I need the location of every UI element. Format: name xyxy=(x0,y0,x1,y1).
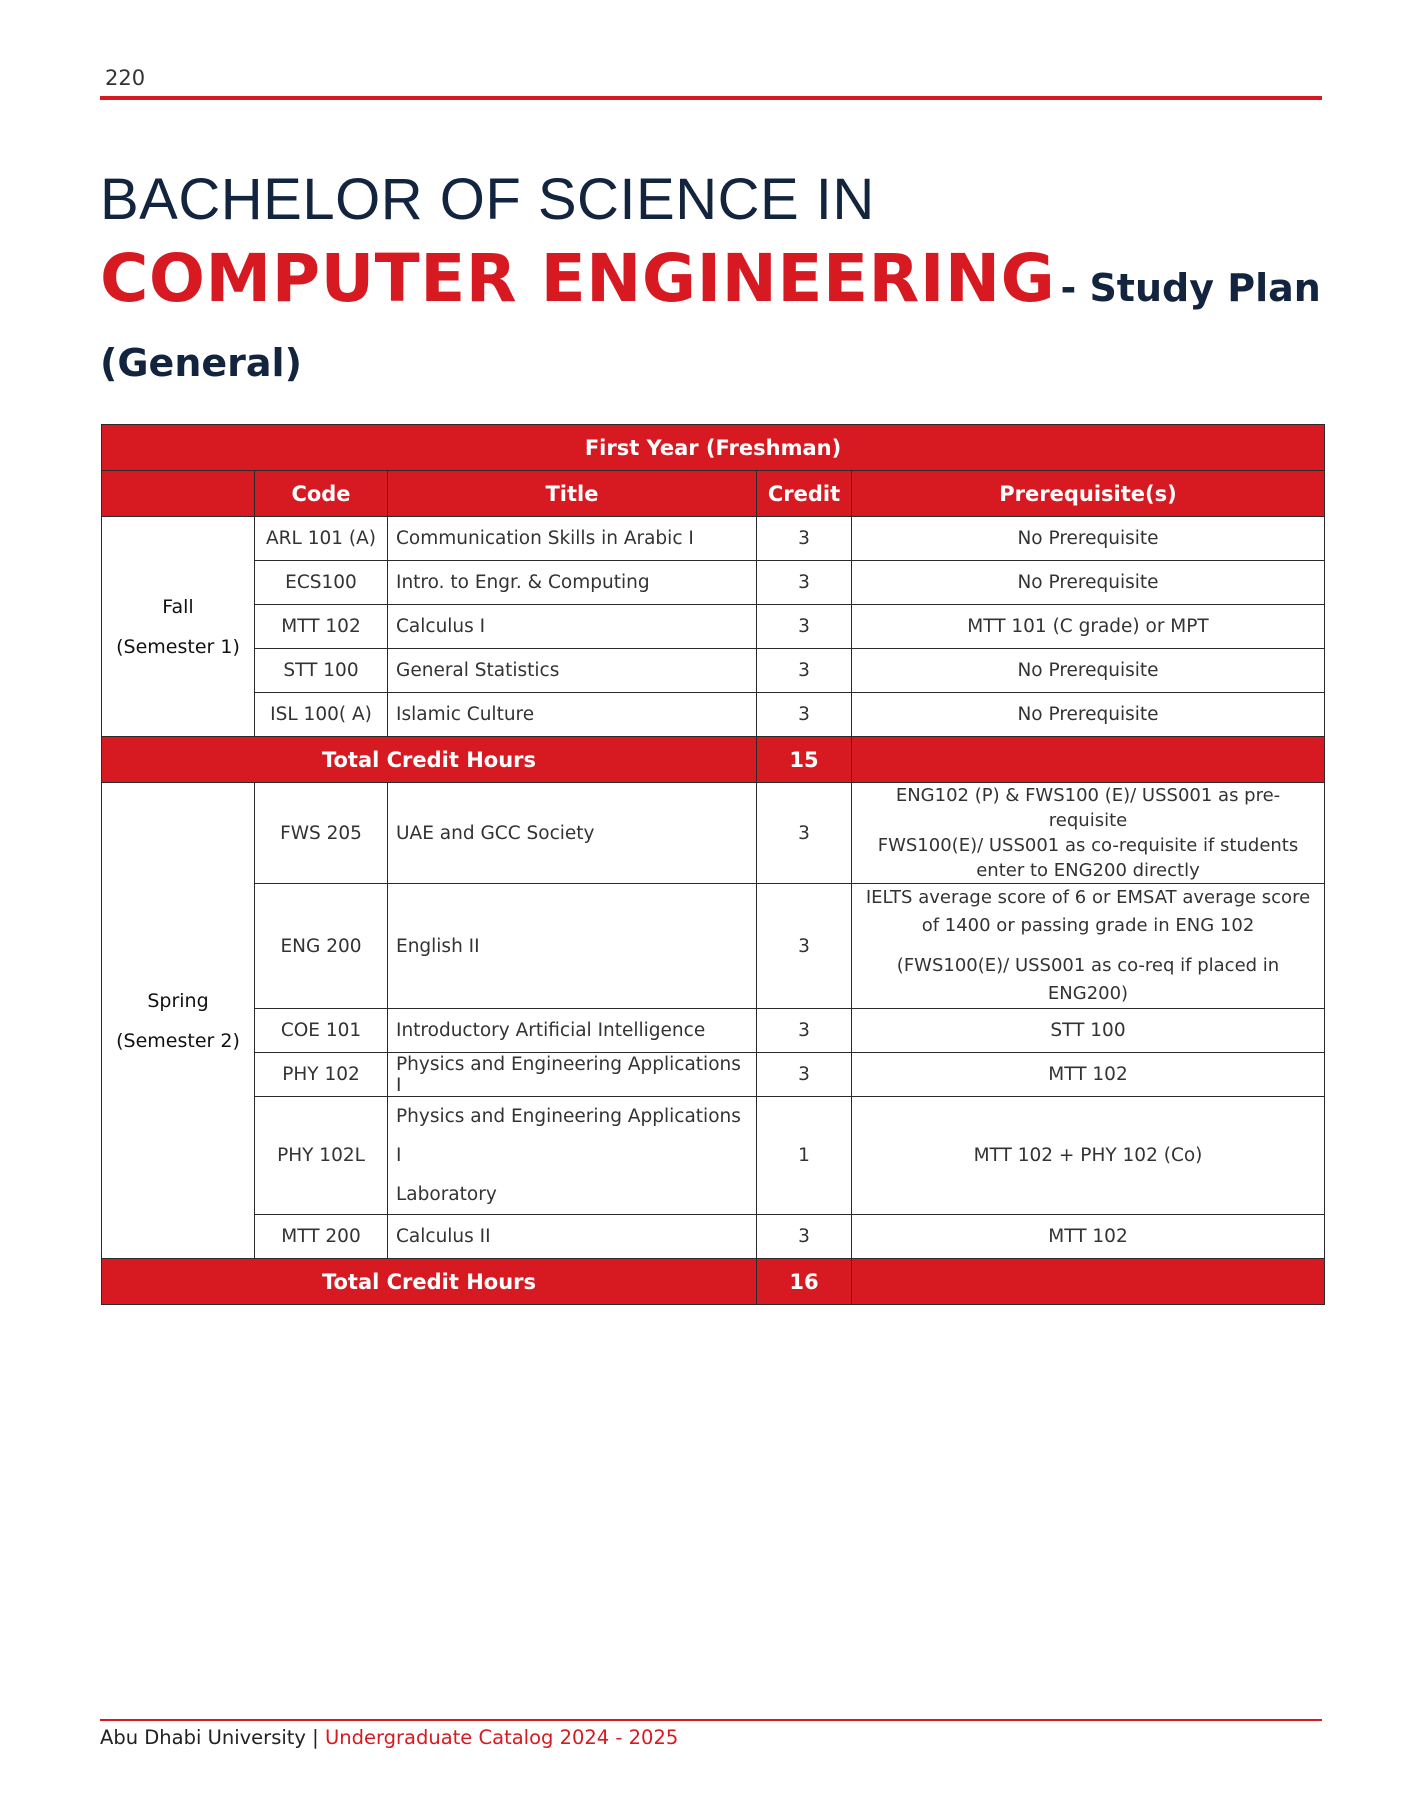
footer xyxy=(100,1726,678,1749)
course-title: Calculus I xyxy=(388,605,757,649)
course-credit: 3 xyxy=(757,517,852,561)
header-title: Title xyxy=(388,471,757,517)
course-code: PHY 102L xyxy=(255,1097,388,1215)
title-track: (General) xyxy=(100,341,302,385)
course-title: General Statistics xyxy=(388,649,757,693)
header-blank xyxy=(102,471,255,517)
total-label: Total Credit Hours xyxy=(102,1259,757,1305)
semester-number: (Semester 1) xyxy=(116,635,240,658)
course-title: Intro. to Engr. & Computing xyxy=(388,561,757,605)
total-row-spring xyxy=(102,1259,1325,1305)
course-code: ECS100 xyxy=(255,561,388,605)
course-credit: 3 xyxy=(757,1009,852,1053)
course-code: ENG 200 xyxy=(255,884,388,1009)
title-program-line xyxy=(100,234,1330,341)
course-code: FWS 205 xyxy=(255,783,388,884)
course-title xyxy=(388,1097,757,1215)
prereq-line: ENG102 (P) & FWS100 (E)/ USS001 as pre-requisite xyxy=(895,785,1281,831)
total-label: Total Credit Hours xyxy=(102,737,757,783)
course-prereq: MTT 102 xyxy=(852,1053,1325,1097)
page-number: 220 xyxy=(105,66,146,90)
table-row xyxy=(102,605,1325,649)
prereq-line: FWS100(E)/ USS001 as co-requisite if students xyxy=(877,835,1299,856)
title-suffix: - Study Plan xyxy=(1060,266,1321,310)
total-row-fall xyxy=(102,737,1325,783)
course-code: MTT 102 xyxy=(255,605,388,649)
table-row xyxy=(102,1215,1325,1259)
course-prereq: MTT 102 xyxy=(852,1215,1325,1259)
footer-separator: | xyxy=(312,1726,319,1749)
course-code: ARL 101 (A) xyxy=(255,517,388,561)
course-credit: 1 xyxy=(757,1097,852,1215)
footer-divider xyxy=(100,1719,1322,1721)
title-program: COMPUTER ENGINEERING xyxy=(100,240,1056,317)
page-title xyxy=(100,168,1330,391)
total-value: 16 xyxy=(757,1259,852,1305)
top-divider xyxy=(100,96,1322,100)
year-heading: First Year (Freshman) xyxy=(102,425,1325,471)
course-prereq: No Prerequisite xyxy=(852,517,1325,561)
course-code: STT 100 xyxy=(255,649,388,693)
course-prereq: No Prerequisite xyxy=(852,649,1325,693)
study-plan-table xyxy=(101,424,1325,1305)
header-prereq: Prerequisite(s) xyxy=(852,471,1325,517)
semester-name: Spring xyxy=(147,989,209,1012)
course-credit: 3 xyxy=(757,605,852,649)
course-credit: 3 xyxy=(757,649,852,693)
course-prereq: No Prerequisite xyxy=(852,693,1325,737)
course-prereq xyxy=(852,884,1325,1009)
table-row xyxy=(102,884,1325,1009)
course-code: ISL 100( A) xyxy=(255,693,388,737)
table-row xyxy=(102,693,1325,737)
course-credit: 3 xyxy=(757,1053,852,1097)
table-row xyxy=(102,1097,1325,1215)
course-code: COE 101 xyxy=(255,1009,388,1053)
semester-label-spring xyxy=(102,783,255,1259)
table-row xyxy=(102,561,1325,605)
course-title: English II xyxy=(388,884,757,1009)
prereq-line: (FWS100(E)/ USS001 as co-req if placed in ENG200) xyxy=(896,955,1280,1004)
course-code: MTT 200 xyxy=(255,1215,388,1259)
semester-label-fall xyxy=(102,517,255,737)
course-credit: 3 xyxy=(757,783,852,884)
course-title: Physics and Engineering Applications I xyxy=(388,1053,757,1097)
semester-number: (Semester 2) xyxy=(116,1029,240,1052)
semester-name: Fall xyxy=(162,595,194,618)
footer-university: Abu Dhabi University xyxy=(100,1726,306,1749)
footer-catalog: Undergraduate Catalog 2024 - 2025 xyxy=(324,1726,679,1749)
course-title: Communication Skills in Arabic I xyxy=(388,517,757,561)
table-row xyxy=(102,649,1325,693)
course-credit: 3 xyxy=(757,884,852,1009)
course-credit: 3 xyxy=(757,693,852,737)
total-blank xyxy=(852,1259,1325,1305)
course-title: Islamic Culture xyxy=(388,693,757,737)
title-degree: BACHELOR OF SCIENCE IN xyxy=(100,167,875,232)
prereq-line: IELTS average score of 6 or EMSAT average score xyxy=(865,887,1311,908)
total-blank xyxy=(852,737,1325,783)
course-code: PHY 102 xyxy=(255,1053,388,1097)
course-prereq xyxy=(852,783,1325,884)
course-prereq: No Prerequisite xyxy=(852,561,1325,605)
total-value: 15 xyxy=(757,737,852,783)
course-title: Introductory Artificial Intelligence xyxy=(388,1009,757,1053)
course-title-line: Laboratory xyxy=(396,1184,497,1205)
table-row xyxy=(102,783,1325,884)
course-title-line: Physics and Engineering Applications I xyxy=(396,1106,741,1166)
course-prereq: MTT 102 + PHY 102 (Co) xyxy=(852,1097,1325,1215)
course-title: Calculus II xyxy=(388,1215,757,1259)
prereq-line: enter to ENG200 directly xyxy=(976,860,1200,881)
course-prereq: STT 100 xyxy=(852,1009,1325,1053)
table-row xyxy=(102,1009,1325,1053)
header-credit: Credit xyxy=(757,471,852,517)
header-code: Code xyxy=(255,471,388,517)
prereq-line: of 1400 or passing grade in ENG 102 xyxy=(921,915,1255,936)
course-credit: 3 xyxy=(757,1215,852,1259)
course-prereq: MTT 101 (C grade) or MPT xyxy=(852,605,1325,649)
table-row xyxy=(102,517,1325,561)
table-row xyxy=(102,1053,1325,1097)
course-credit: 3 xyxy=(757,561,852,605)
course-title: UAE and GCC Society xyxy=(388,783,757,884)
